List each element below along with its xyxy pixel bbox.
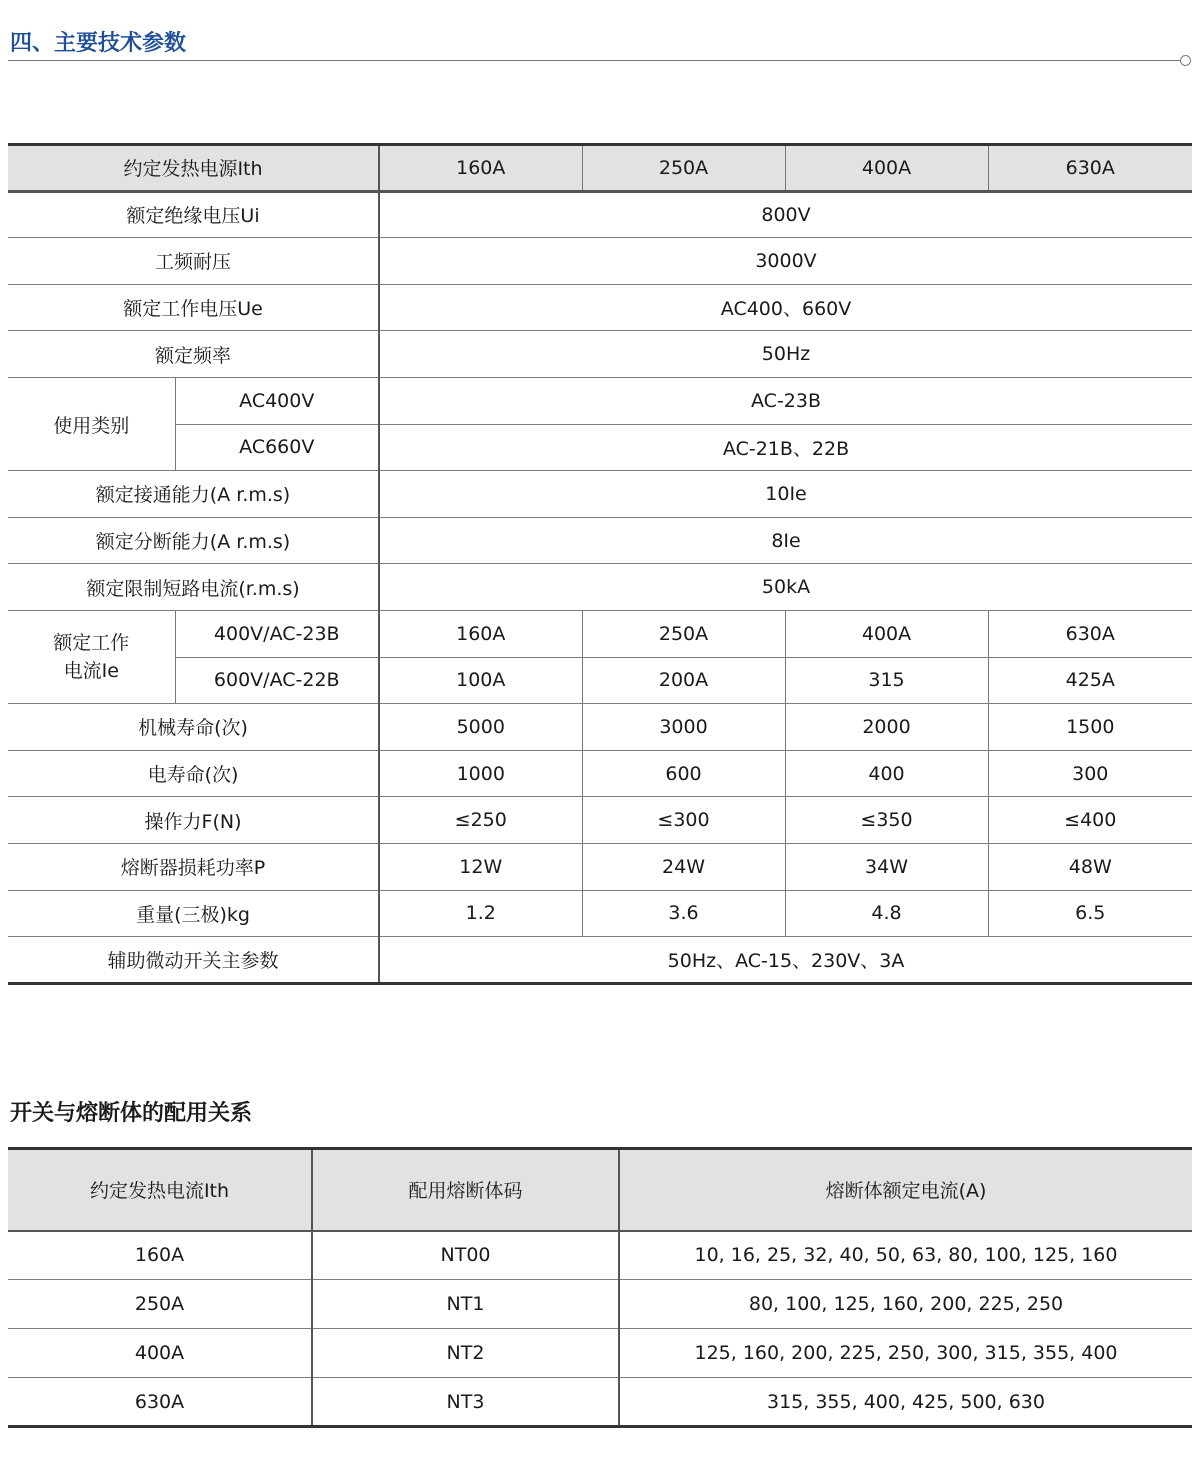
table-cell: 3.6 — [582, 890, 785, 937]
table-cell: 48W — [988, 843, 1192, 890]
header-col: 160A — [379, 145, 582, 192]
table-cell: 1500 — [988, 704, 1192, 751]
table-row — [8, 331, 1192, 378]
table-cell: 80, 100, 125, 160, 200, 225, 250 — [619, 1280, 1192, 1329]
fuse-header-cell: 约定发热电流Ith — [8, 1149, 312, 1231]
row-label: 操作力F(N) — [8, 797, 379, 844]
table-cell: ≤400 — [988, 797, 1192, 844]
table-row — [8, 377, 1192, 424]
row-label: 辅助微动开关主参数 — [8, 937, 379, 984]
table-cell: 160A — [379, 610, 582, 657]
label-line: 电流Ie — [63, 660, 119, 683]
table-row — [8, 1378, 1192, 1427]
table-cell: ≤300 — [582, 797, 785, 844]
table-cell: 630A — [988, 610, 1192, 657]
table-row — [8, 191, 1192, 238]
fuse-section-title: 开关与熔断体的配用关系 — [10, 1101, 253, 1126]
table-row — [8, 890, 1192, 937]
row-sub-label: AC660V — [175, 424, 379, 471]
row-value: 8Ie — [379, 517, 1192, 564]
row-label: 额定限制短路电流(r.m.s) — [8, 564, 379, 611]
label-line: 额定工作 — [53, 632, 130, 655]
row-value: AC400、660V — [379, 284, 1192, 331]
fuse-table — [8, 1147, 1192, 1428]
table-cell: 400 — [785, 750, 988, 797]
table-cell: 1.2 — [379, 890, 582, 937]
row-value: 800V — [379, 191, 1192, 238]
row-value: 50kA — [379, 564, 1192, 611]
table-row — [8, 1231, 1192, 1280]
table-cell: NT3 — [312, 1378, 619, 1427]
row-value: 50Hz、AC-15、230V、3A — [379, 937, 1192, 984]
row-label: 机械寿命(次) — [8, 704, 379, 751]
table-row — [8, 704, 1192, 751]
table-row — [8, 424, 1192, 471]
table-row — [8, 238, 1192, 285]
table-cell: 6.5 — [988, 890, 1192, 937]
table-cell: 630A — [8, 1378, 312, 1427]
table-cell: 12W — [379, 843, 582, 890]
row-label: 额定分断能力(A r.m.s) — [8, 517, 379, 564]
title-divider — [8, 60, 1182, 61]
table-cell: 125, 160, 200, 225, 250, 300, 315, 355, 400 — [619, 1329, 1192, 1378]
section-title: 四、主要技术参数 — [10, 31, 187, 56]
table-cell: 5000 — [379, 704, 582, 751]
header-col: 630A — [988, 145, 1192, 192]
table-cell: 250A — [582, 610, 785, 657]
row-group-label — [8, 610, 175, 703]
row-sub-label: 600V/AC-22B — [175, 657, 379, 704]
fuse-header-cell: 熔断体额定电流(A) — [619, 1149, 1192, 1231]
table-row — [8, 797, 1192, 844]
spec-table — [8, 143, 1192, 985]
spec-header-row — [8, 145, 1192, 192]
fuse-header-row — [8, 1149, 1192, 1231]
table-cell: 425A — [988, 657, 1192, 704]
divider-end-circle — [1180, 55, 1191, 66]
table-row — [8, 657, 1192, 704]
table-row — [8, 750, 1192, 797]
table-row — [8, 1280, 1192, 1329]
table-cell: 315 — [785, 657, 988, 704]
table-cell: 1000 — [379, 750, 582, 797]
header-col: 250A — [582, 145, 785, 192]
table-row — [8, 284, 1192, 331]
table-cell: 400A — [785, 610, 988, 657]
table-cell: NT1 — [312, 1280, 619, 1329]
row-label: 额定接通能力(A r.m.s) — [8, 471, 379, 518]
table-cell: 400A — [8, 1329, 312, 1378]
row-sub-label: AC400V — [175, 377, 379, 424]
row-label: 熔断器损耗功率P — [8, 843, 379, 890]
table-row — [8, 610, 1192, 657]
row-label: 额定绝缘电压Ui — [8, 191, 379, 238]
row-label: 额定工作电压Ue — [8, 284, 379, 331]
table-row — [8, 517, 1192, 564]
table-cell: NT2 — [312, 1329, 619, 1378]
table-row — [8, 564, 1192, 611]
table-cell: 160A — [8, 1231, 312, 1280]
table-cell: 4.8 — [785, 890, 988, 937]
row-label: 工频耐压 — [8, 238, 379, 285]
row-group-label: 使用类别 — [8, 377, 175, 470]
table-cell: ≤350 — [785, 797, 988, 844]
table-cell: ≤250 — [379, 797, 582, 844]
row-value: AC-21B、22B — [379, 424, 1192, 471]
table-cell: 315, 355, 400, 425, 500, 630 — [619, 1378, 1192, 1427]
header-label: 约定发热电源Ith — [8, 145, 379, 192]
table-cell: 600 — [582, 750, 785, 797]
table-cell: 34W — [785, 843, 988, 890]
table-row — [8, 843, 1192, 890]
row-value: 50Hz — [379, 331, 1192, 378]
row-value: AC-23B — [379, 377, 1192, 424]
table-cell: 3000 — [582, 704, 785, 751]
table-cell: 250A — [8, 1280, 312, 1329]
row-label: 重量(三极)kg — [8, 890, 379, 937]
table-cell: 24W — [582, 843, 785, 890]
row-label: 额定频率 — [8, 331, 379, 378]
table-row — [8, 937, 1192, 984]
table-cell: 200A — [582, 657, 785, 704]
table-cell: 10, 16, 25, 32, 40, 50, 63, 80, 100, 125, 160 — [619, 1231, 1192, 1280]
row-value: 10Ie — [379, 471, 1192, 518]
table-cell: NT00 — [312, 1231, 619, 1280]
table-cell: 300 — [988, 750, 1192, 797]
row-value: 3000V — [379, 238, 1192, 285]
header-col: 400A — [785, 145, 988, 192]
table-row — [8, 471, 1192, 518]
fuse-header-cell: 配用熔断体码 — [312, 1149, 619, 1231]
table-cell: 100A — [379, 657, 582, 704]
row-sub-label: 400V/AC-23B — [175, 610, 379, 657]
table-row — [8, 1329, 1192, 1378]
row-label: 电寿命(次) — [8, 750, 379, 797]
table-cell: 2000 — [785, 704, 988, 751]
